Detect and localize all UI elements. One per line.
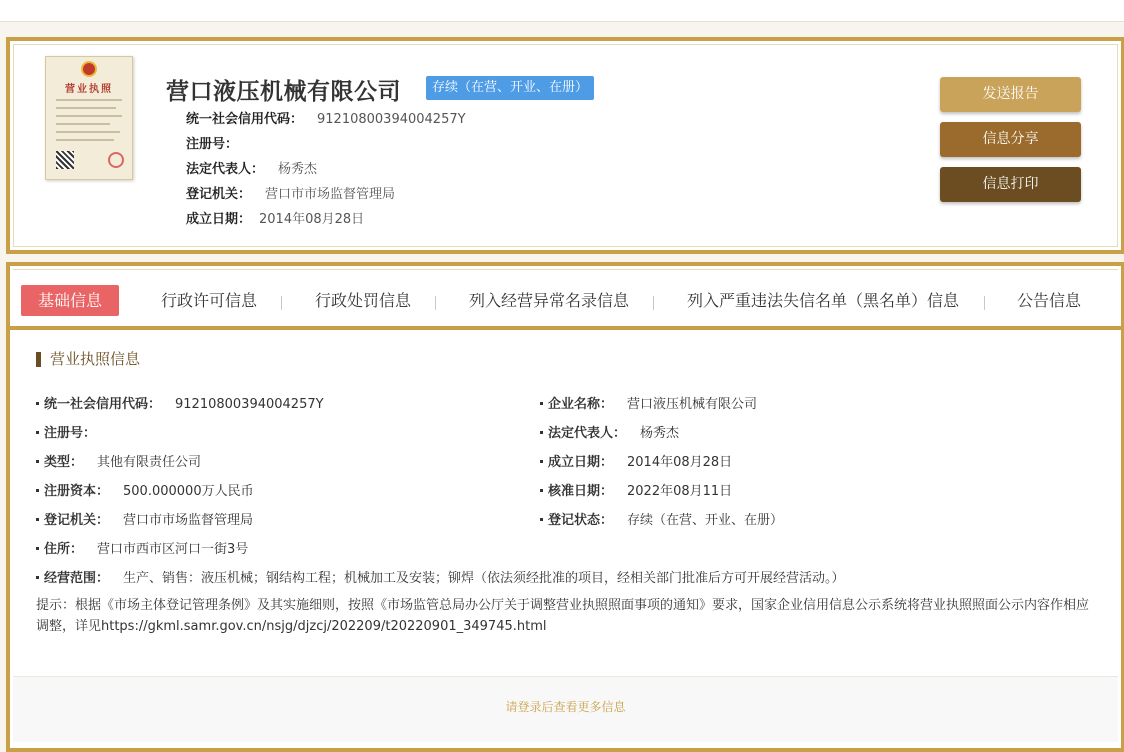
main-panel	[6, 262, 1124, 752]
summary-legal-rep-label: 法定代表人：	[186, 162, 265, 177]
field-reg-status	[540, 509, 783, 528]
field-credit-code	[36, 393, 324, 412]
bullet	[36, 460, 39, 463]
bullet	[540, 460, 543, 463]
login-prompt-link[interactable]: 请登录后查看更多信息	[13, 676, 1118, 742]
summary-founded-label: 成立日期：	[186, 212, 252, 227]
field-reg-no	[36, 422, 110, 441]
field-value: 生产、销售：液压机械；钢结构工程；机械加工及安装；铆焊（依法须经批准的项目，经相关部门批准后方可开展经营活动。）	[123, 571, 845, 586]
field-value: 2014年08月28日	[627, 455, 733, 470]
field-value: 营口市西市区河口一街3号	[97, 542, 249, 557]
license-line	[56, 107, 116, 109]
license-line	[56, 131, 120, 133]
field-label: 注册号：	[44, 426, 97, 441]
bullet	[36, 576, 39, 579]
field-value: 2022年08月11日	[627, 484, 733, 499]
summary-legal-rep	[186, 158, 317, 177]
summary-reg-no-label: 注册号：	[186, 137, 239, 152]
tab-basic-info[interactable]: 基础信息	[21, 285, 119, 316]
bullet	[36, 489, 39, 492]
official-seal-icon	[108, 152, 124, 168]
field-label: 核准日期：	[548, 484, 614, 499]
tab-admin-license[interactable]: 行政许可信息	[161, 291, 258, 310]
top-bar	[0, 0, 1124, 22]
license-title: 营业执照	[65, 84, 113, 95]
field-label: 登记机关：	[44, 513, 110, 528]
license-line	[56, 99, 122, 101]
field-label: 注册资本：	[44, 484, 110, 499]
field-capital	[36, 480, 254, 499]
send-report-button[interactable]: 发送报告	[940, 77, 1081, 112]
field-label: 住所：	[44, 542, 84, 557]
field-value: 营口市市场监督管理局	[123, 513, 254, 528]
bullet	[36, 431, 39, 434]
field-value: 营口液压机械有限公司	[627, 397, 758, 412]
section-title: 营业执照信息	[36, 352, 140, 367]
field-founded	[540, 451, 732, 470]
bullet	[36, 518, 39, 521]
bullet	[540, 489, 543, 492]
field-label: 类型：	[44, 455, 84, 470]
field-value: 500.000000万人民币	[123, 484, 254, 499]
license-line	[56, 139, 114, 141]
summary-authority-value: 营口市市场监督管理局	[265, 187, 396, 202]
field-value: 其他有限责任公司	[97, 455, 202, 470]
tab-separator	[653, 296, 654, 310]
qr-code-icon	[56, 151, 74, 169]
field-legal-rep	[540, 422, 679, 441]
tab-admin-penalty[interactable]: 行政处罚信息	[315, 291, 412, 310]
tab-separator	[984, 296, 985, 310]
summary-founded	[186, 208, 364, 227]
field-value: 杨秀杰	[640, 426, 680, 441]
bullet	[36, 547, 39, 550]
field-value: 存续（在营、开业、在册）	[627, 513, 784, 528]
field-label: 法定代表人：	[548, 426, 627, 441]
summary-founded-value: 2014年08月28日	[259, 212, 365, 227]
license-line	[56, 115, 122, 117]
field-label: 成立日期：	[548, 455, 614, 470]
tab-announcements[interactable]: 公告信息	[1017, 291, 1082, 310]
print-info-button[interactable]: 信息打印	[940, 167, 1081, 202]
field-label: 统一社会信用代码：	[44, 397, 162, 412]
summary-credit-code-label: 统一社会信用代码：	[186, 112, 304, 127]
license-line	[56, 123, 110, 125]
tab-bar	[10, 266, 1121, 330]
tab-blacklist[interactable]: 列入严重违法失信名单（黑名单）信息	[687, 291, 960, 310]
national-emblem-icon	[81, 61, 97, 77]
tab-separator	[281, 296, 282, 310]
field-type	[36, 451, 201, 470]
field-address	[36, 538, 248, 557]
tab-abnormal-list[interactable]: 列入经营异常名录信息	[469, 291, 630, 310]
field-authority	[36, 509, 253, 528]
bullet	[540, 518, 543, 521]
summary-legal-rep-value: 杨秀杰	[278, 162, 318, 177]
field-label: 企业名称：	[548, 397, 614, 412]
summary-authority	[186, 183, 395, 202]
bullet	[540, 431, 543, 434]
field-approved-date	[540, 480, 732, 499]
field-value: 91210800394004257Y	[175, 397, 324, 412]
status-badge: 存续（在营、开业、在册）	[426, 76, 594, 100]
summary-credit-code-value: 91210800394004257Y	[317, 112, 466, 127]
field-company-name	[540, 393, 757, 412]
field-business-scope	[36, 567, 845, 586]
field-label: 经营范围：	[44, 571, 110, 586]
share-info-button[interactable]: 信息分享	[940, 122, 1081, 157]
summary-credit-code	[186, 108, 466, 127]
notice-text: 提示：根据《市场主体登记管理条例》及其实施细则，按照《市场监管总局办公厅关于调整营业执照照面事项的通知》要求，国家企业信用信息公示系统将营业执照照面公示内容作相应调整，详见https://gkml.samr.gov.cn/nsjg/djzcj/202209/t20220901_349745.html	[36, 598, 1090, 634]
summary-authority-label: 登记机关：	[186, 187, 252, 202]
business-license-image[interactable]	[45, 56, 133, 180]
summary-reg-no	[186, 133, 252, 152]
field-label: 登记状态：	[548, 513, 614, 528]
bullet	[36, 402, 39, 405]
tab-separator	[435, 296, 436, 310]
bullet	[540, 402, 543, 405]
company-name: 营口液压机械有限公司	[166, 79, 401, 105]
